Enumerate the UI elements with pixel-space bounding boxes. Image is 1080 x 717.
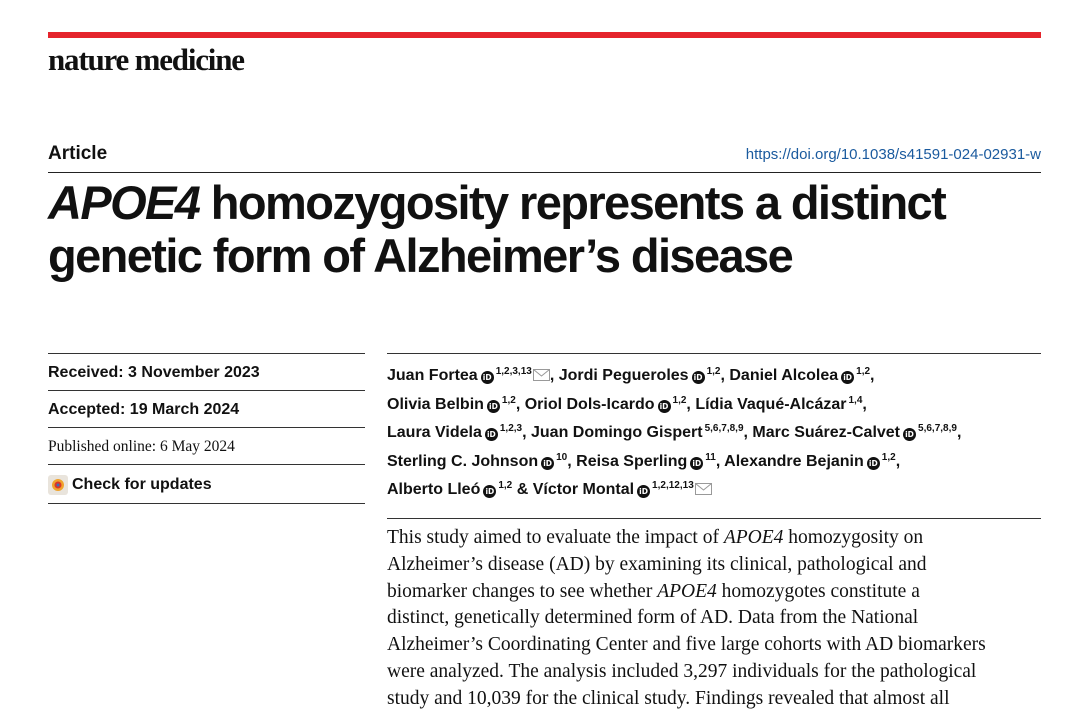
article-dates bbox=[48, 353, 365, 504]
abstract-text-run: distinct, genetically determined form of AD. Data from the National bbox=[387, 607, 919, 629]
author-name-text: Sterling C. Johnson bbox=[387, 452, 539, 470]
author-name[interactable] bbox=[387, 424, 522, 441]
abstract-line bbox=[387, 634, 986, 655]
author-name[interactable] bbox=[752, 424, 957, 441]
check-updates-label: Check for updates bbox=[72, 476, 212, 493]
orcid-icon[interactable]: iD bbox=[481, 371, 494, 384]
author-name[interactable] bbox=[724, 453, 896, 470]
check-updates-icon bbox=[48, 475, 68, 495]
affiliation-numbers[interactable]: 1,2 bbox=[501, 394, 516, 406]
author-name[interactable] bbox=[525, 396, 687, 413]
author-name-text: Marc Suárez-Calvet bbox=[752, 424, 901, 441]
abstract-line bbox=[387, 688, 950, 709]
author-name-text: Alberto Lleó bbox=[387, 481, 481, 498]
journal-logo[interactable]: nature medicine bbox=[48, 42, 244, 77]
author-name-text: Víctor Montal bbox=[532, 481, 635, 498]
abstract-divider bbox=[387, 518, 1041, 519]
email-icon[interactable] bbox=[695, 483, 712, 495]
affiliation-numbers[interactable]: 1,2,3,13 bbox=[495, 366, 532, 377]
affiliation-numbers[interactable]: 1,4 bbox=[848, 394, 863, 406]
abstract-text-run: study and 10,039 for the clinical study. Findings revealed that almost all bbox=[387, 687, 950, 709]
title-gene: APOE4 bbox=[48, 176, 200, 229]
published-date: Published online: 6 May 2024 bbox=[48, 427, 365, 464]
orcid-icon[interactable]: iD bbox=[867, 457, 880, 470]
abstract-line bbox=[387, 581, 920, 602]
affiliation-numbers[interactable]: 1,2,12,13 bbox=[652, 480, 694, 491]
received-date: Received: 3 November 2023 bbox=[48, 353, 365, 390]
author-name[interactable] bbox=[559, 367, 721, 384]
title-line1: homozygosity represents a distinct bbox=[199, 176, 946, 229]
header-divider bbox=[48, 172, 1041, 173]
email-icon[interactable] bbox=[533, 369, 550, 381]
author-name-text: Oriol Dols-Icardo bbox=[524, 395, 655, 413]
affiliation-numbers[interactable]: 1,2 bbox=[706, 366, 721, 377]
authors-divider bbox=[387, 353, 1041, 354]
author-name[interactable] bbox=[533, 481, 712, 498]
author-name-text: Juan Domingo Gispert bbox=[531, 424, 703, 441]
author-name[interactable] bbox=[576, 453, 716, 470]
orcid-icon[interactable]: iD bbox=[658, 400, 671, 413]
article-type-label: Article bbox=[48, 143, 108, 164]
abstract-text-run: This study aimed to evaluate the impact of bbox=[387, 527, 724, 548]
gene-name: APOE4 bbox=[723, 527, 784, 548]
author-name-text: Daniel Alcolea bbox=[729, 367, 839, 384]
orcid-icon[interactable]: iD bbox=[485, 428, 498, 441]
orcid-icon[interactable]: iD bbox=[690, 457, 703, 470]
author-list: Juan Fortea iD$^{1,2,3,13}$ , Jordi Pegueroles iD$^{1,2}$, Daniel Alcolea iD$^{1,2}$, Olivia Belbin iD$^{1,2}$, Oriol Dols-Icardo iD$^{1,2}$, Lídia Vaqué-Alcázar $^{1,4}$, Laura Videla iD$^{1,2,3}$, Juan Domingo Gispert $^{5,6,7,8,9}$, Marc Suárez-Calvet iD$^{5,6,7,8,9}$, Sterling C. Johnson iD$^{10}$, Reisa Sperling iD$^{11}$, Alexandre Bejanin iD$^{1,2}$, Alberto Lleó iD$^{1,2}$ & Víctor Montal iD$^{1,2,12,13}$ bbox=[387, 366, 962, 498]
accepted-date: Accepted: 19 March 2024 bbox=[48, 390, 365, 427]
orcid-icon[interactable]: iD bbox=[541, 457, 554, 470]
affiliation-numbers[interactable]: 5,6,7,8,9 bbox=[704, 423, 744, 434]
doi-link[interactable]: https://doi.org/10.1038/s41591-024-02931-w bbox=[745, 146, 1041, 163]
abstract-text-run: homozygotes constitute a bbox=[716, 580, 920, 602]
abstract-text-run: homozygosity on bbox=[783, 527, 924, 548]
author-name-text: Laura Videla bbox=[387, 424, 482, 441]
abstract-text bbox=[387, 525, 1041, 713]
orcid-icon[interactable]: iD bbox=[903, 428, 916, 441]
affiliation-numbers[interactable]: 1,2 bbox=[672, 394, 687, 406]
abstract-line bbox=[387, 607, 918, 628]
title-line2: genetic form of Alzheimer’s disease bbox=[48, 229, 793, 282]
orcid-icon[interactable]: iD bbox=[637, 485, 650, 498]
article-title bbox=[48, 176, 945, 282]
author-name[interactable] bbox=[387, 453, 567, 470]
orcid-icon[interactable]: iD bbox=[692, 371, 705, 384]
author-name[interactable] bbox=[729, 367, 870, 384]
affiliation-numbers[interactable]: 11 bbox=[705, 451, 716, 463]
author-name[interactable] bbox=[531, 424, 744, 441]
author-name[interactable] bbox=[387, 396, 516, 413]
affiliation-numbers[interactable]: 1,2 bbox=[498, 480, 513, 491]
author-name-text: Juan Fortea bbox=[387, 367, 478, 384]
author-name-text: Olivia Belbin bbox=[387, 395, 484, 413]
orcid-icon[interactable]: iD bbox=[483, 485, 496, 498]
author-name[interactable] bbox=[695, 396, 862, 413]
abstract-text-run: Alzheimer’s disease (AD) by examining its clinical, pathological and bbox=[387, 553, 927, 575]
affiliation-numbers[interactable]: 1,2,3 bbox=[499, 423, 523, 434]
abstract-text-run: Alzheimer’s Coordinating Center and five large cohorts with AD biomarkers bbox=[387, 634, 986, 656]
abstract-text-run: biomarker changes to see whether bbox=[387, 580, 658, 602]
author-name-text: Alexandre Bejanin bbox=[724, 452, 864, 470]
check-updates-row bbox=[48, 464, 365, 504]
affiliation-numbers[interactable]: 1,2 bbox=[881, 451, 896, 463]
journal-accent-bar bbox=[48, 32, 1041, 38]
orcid-icon[interactable]: iD bbox=[487, 400, 500, 413]
affiliation-numbers[interactable]: 1,2 bbox=[856, 366, 871, 377]
author-name-text: Lídia Vaqué-Alcázar bbox=[695, 395, 847, 413]
check-for-updates-button[interactable] bbox=[48, 475, 365, 495]
affiliation-numbers[interactable]: 10 bbox=[556, 451, 568, 463]
orcid-icon[interactable]: iD bbox=[841, 371, 854, 384]
abstract-line bbox=[387, 661, 976, 682]
author-name-text: Reisa Sperling bbox=[576, 452, 688, 470]
abstract-line bbox=[387, 554, 927, 575]
author-name[interactable] bbox=[387, 481, 512, 498]
abstract-text-run: were analyzed. The analysis included 3,297 individuals for the pathological bbox=[387, 660, 977, 682]
author-name-text: Jordi Pegueroles bbox=[558, 367, 689, 384]
affiliation-numbers[interactable]: 5,6,7,8,9 bbox=[918, 423, 957, 434]
author-name[interactable] bbox=[387, 367, 550, 384]
abstract-line bbox=[387, 527, 923, 548]
gene-name: APOE4 bbox=[657, 580, 717, 602]
